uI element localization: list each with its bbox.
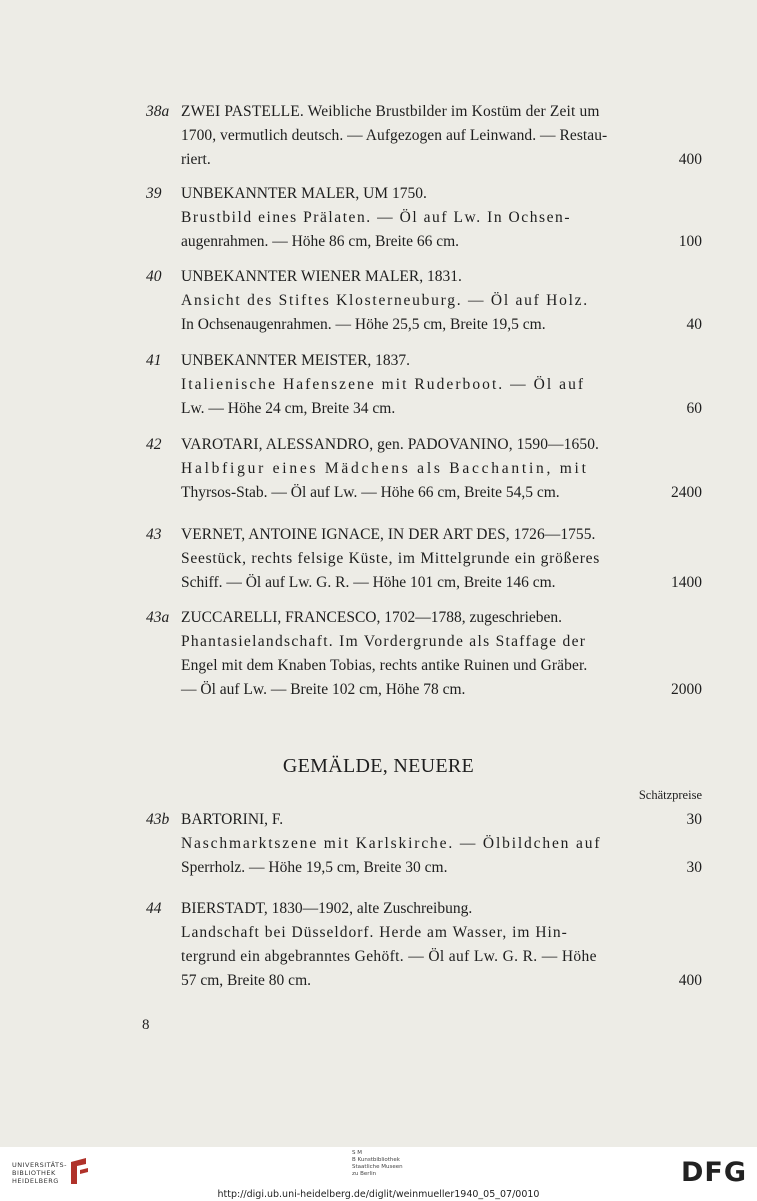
entry-number: 44 — [146, 900, 162, 917]
catalog-entry-38a — [146, 100, 702, 172]
page-number: 8 — [142, 1017, 150, 1033]
estimate-price: 30 — [686, 859, 702, 876]
entry-number: 41 — [146, 352, 162, 369]
library-logo-text: UNIVERSITÄTS- BIBLIOTHEK HEIDELBERG — [12, 1161, 67, 1185]
catalog-entry-43 — [146, 523, 702, 595]
estimate-price: 40 — [686, 316, 702, 333]
entry-line: BARTORINI, F. 30 — [146, 808, 702, 832]
estimate-column-label: Schätzpreise — [638, 788, 702, 802]
entry-line: ZWEI PASTELLE. Weibliche Brustbilder im Kostüm der Zeit um — [181, 103, 600, 120]
entry-line: Halbfigur eines Mädchens als Bacchantin, mit — [181, 460, 589, 477]
entry-line: 57 cm, Breite 80 cm. 400 — [146, 969, 702, 993]
entry-line: 1700, vermutlich deutsch. — Aufgezogen auf Leinwand. — Restau- — [181, 127, 608, 144]
estimate-price: 400 — [678, 151, 702, 168]
entry-number: 39 — [146, 185, 162, 202]
catalog-entry-43a — [146, 606, 702, 702]
catalog-entry-41 — [146, 349, 702, 421]
entry-line: Naschmarktszene mit Karlskirche. — Ölbildchen auf — [181, 835, 602, 852]
entry-number: 43a — [146, 609, 170, 626]
entry-line: augenrahmen. — Höhe 86 cm, Breite 66 cm. 100 — [146, 230, 702, 254]
entry-line: Seestück, rechts felsige Küste, im Mittelgrunde ein größeres — [181, 550, 601, 567]
catalog-entry-44 — [146, 897, 702, 993]
estimate-price: 1400 — [671, 574, 702, 591]
entry-line: Thyrsos-Stab. — Öl auf Lw. — Höhe 66 cm, Breite 54,5 cm. 2400 — [146, 481, 702, 505]
library-logo-icon — [68, 1156, 90, 1186]
catalog-entry-39 — [146, 182, 702, 254]
entry-number: 38a — [146, 103, 170, 120]
entry-line: UNBEKANNTER MEISTER, 1837. — [181, 352, 411, 369]
entry-line: ZUCCARELLI, FRANCESCO, 1702—1788, zugeschrieben. — [181, 609, 563, 626]
estimate-price: 2000 — [671, 681, 702, 698]
entry-line: UNBEKANNTER WIENER MALER, 1831. — [181, 268, 462, 285]
entry-line: Landschaft bei Düsseldorf. Herde am Wasser, im Hin- — [181, 924, 568, 941]
entry-line: Brustbild eines Prälaten. — Öl auf Lw. In Ochsen- — [181, 209, 572, 226]
entry-line: UNBEKANNTER MALER, UM 1750. — [181, 185, 427, 202]
entry-line: Sperrholz. — Höhe 19,5 cm, Breite 30 cm. 30 — [146, 856, 702, 880]
section-heading: GEMÄLDE, NEUERE — [282, 755, 475, 777]
entry-number: 43b — [146, 811, 170, 828]
source-url-link[interactable]: http://digi.ub.uni-heidelberg.de/diglit/weinmueller1940_05_07/0010 — [217, 1189, 540, 1200]
catalog-entry-43b — [146, 808, 702, 880]
museum-stamp: S M B Kunstbibliothek Staatliche Museen zu Berlin — [352, 1150, 403, 1177]
dfg-logo: DFG — [680, 1157, 747, 1188]
entry-line: In Ochsenaugenrahmen. — Höhe 25,5 cm, Breite 19,5 cm. 40 — [146, 313, 702, 337]
entry-line: VAROTARI, ALESSANDRO, gen. PADOVANINO, 1590—1650. — [181, 436, 600, 453]
entry-number: 42 — [146, 436, 162, 453]
estimate-price: 2400 — [671, 484, 702, 501]
estimate-price: 60 — [686, 400, 702, 417]
catalog-entry-42 — [146, 433, 702, 505]
entry-line: VERNET, ANTOINE IGNACE, IN DER ART DES, 1726—1755. — [181, 526, 596, 543]
entry-number: 43 — [146, 526, 162, 543]
entry-line: Italienische Hafenszene mit Ruderboot. — Öl auf — [181, 376, 586, 393]
entry-line: Schiff. — Öl auf Lw. G. R. — Höhe 101 cm, Breite 146 cm. 1400 — [146, 571, 702, 595]
entry-line: riert. 400 — [146, 148, 702, 172]
digitization-footer — [0, 1147, 757, 1201]
entry-line: — Öl auf Lw. — Breite 102 cm, Höhe 78 cm. 2000 — [146, 678, 702, 702]
entry-line: Phantasielandschaft. Im Vordergrunde als Staffage der — [181, 633, 587, 650]
entry-number: 40 — [146, 268, 162, 285]
catalog-entry-40 — [146, 265, 702, 337]
entry-line: Lw. — Höhe 24 cm, Breite 34 cm. 60 — [146, 397, 702, 421]
entry-line: tergrund ein abgebranntes Gehöft. — Öl auf Lw. G. R. — Höhe — [181, 948, 597, 965]
entry-line: Engel mit dem Knaben Tobias, rechts antike Ruinen und Gräber. — [181, 657, 588, 674]
estimate-price: 30 — [686, 811, 702, 828]
entry-line: BIERSTADT, 1830—1902, alte Zuschreibung. — [181, 900, 473, 917]
estimate-price: 100 — [678, 233, 702, 250]
estimate-price: 400 — [678, 972, 702, 989]
entry-line: Ansicht des Stiftes Klosterneuburg. — Öl auf Holz. — [181, 292, 589, 309]
